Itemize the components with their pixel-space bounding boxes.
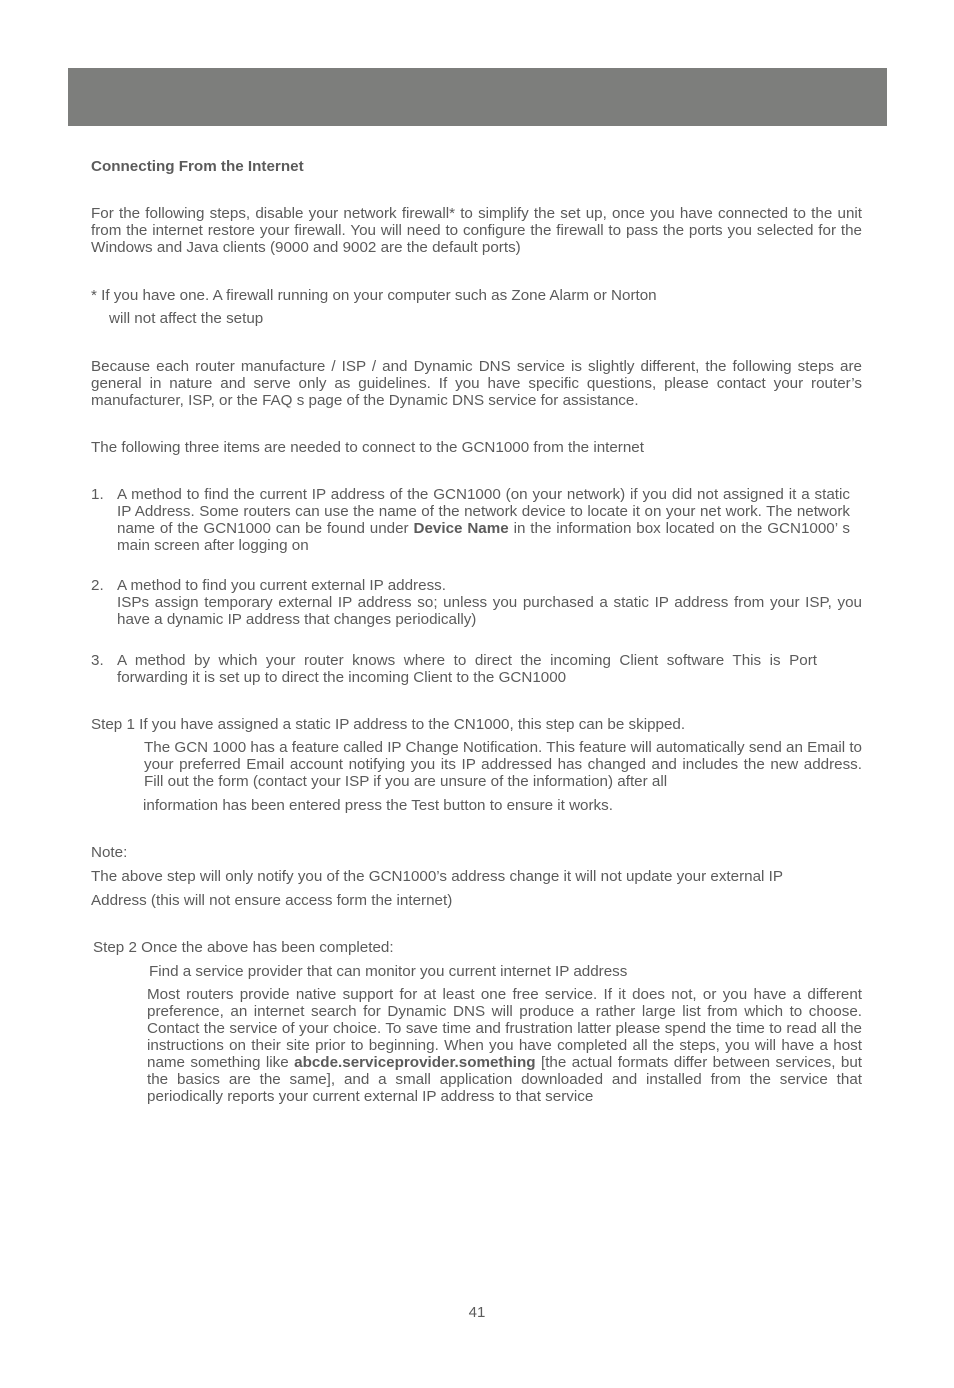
list-item-line-1: A method to find you current external IP address. — [117, 577, 446, 594]
list-item-text: A method to find the current IP address of the GCN1000 (on your network) if you did not assigned it a static IP Address. Some routers can use the name of the network device to locate it on your net work. The network name of the GCN1000 can be found under — [117, 486, 850, 537]
hostname-example: abcde.serviceprovider.something — [294, 1054, 536, 1071]
step2-line-1: Find a service provider that can monitor you current internet IP address — [149, 963, 628, 980]
device-name-emphasis: Device Name — [413, 520, 509, 537]
list-item — [117, 486, 850, 554]
page-number: 41 — [468, 1304, 486, 1321]
note-label: Note: — [91, 844, 128, 861]
step1-body: The GCN 1000 has a feature called IP Change Notification. This feature will automatically send an Email to your preferred Email account notifying you its IP addressed has changed and includes the new address. Fill out the form (contact your ISP if you are unsure of the information) after all — [144, 739, 862, 790]
list-item-line-2: ISPs assign temporary external IP address so; unless you purchased a static IP address from your ISP, you have a dynamic IP address that changes periodically) — [117, 594, 862, 628]
footnote-line-1: * If you have one. A firewall running on your computer such as Zone Alarm or Norton — [91, 287, 657, 304]
section-title: Connecting From the Internet — [91, 158, 304, 175]
list-item-number: 1. — [91, 486, 104, 503]
header-bar — [68, 68, 887, 126]
list-item-number: 3. — [91, 652, 104, 669]
step2-body-text: [the actual formats differ between services, but the basics are the same], and a small application downloaded and installed from the service that periodically reports your current external IP address to that service — [147, 1054, 862, 1105]
list-item-text: in the information box located on the GCN1000’ s main screen after logging on — [117, 520, 851, 554]
list-item-number: 2. — [91, 577, 104, 594]
step2-heading: Step 2 Once the above has been completed: — [93, 939, 394, 956]
disclaimer-paragraph: Because each router manufacture / ISP / and Dynamic DNS service is slightly different, the following steps are general in nature and serve only as guidelines. If you have specific questions, please contact your router’s manufacturer, ISP, or the FAQ s page of the Dynamic DNS service for assistance. — [91, 358, 862, 409]
intro-paragraph: For the following steps, disable your network firewall* to simplify the set up, once you have connected to the unit from the internet restore your firewall. You will need to configure the firewall to pass the ports you selected for the Windows and Java clients (9000 and 9002 are the default ports) — [91, 205, 862, 256]
step2-body — [147, 986, 862, 1105]
items-intro: The following three items are needed to connect to the GCN1000 from the internet — [91, 439, 644, 456]
note-line-2: Address (this will not ensure access form the internet) — [91, 892, 453, 909]
footnote-line-2: will not affect the setup — [109, 310, 264, 327]
step1-heading: Step 1 If you have assigned a static IP address to the CN1000, this step can be skipped. — [91, 716, 686, 733]
list-item-text: A method by which your router knows where to direct the incoming Client software This is Port forwarding it is set up to direct the incoming Client to the GCN1000 — [117, 652, 817, 686]
note-line-1: The above step will only notify you of the GCN1000’s address change it will not update your external IP — [91, 868, 783, 885]
step1-body-2: information has been entered press the Test button to ensure it works. — [143, 797, 613, 814]
step2-body-text: Most routers provide native support for at least one free service. If it does not, or you have a different preference, an internet search for Dynamic DNS will produce a rather large list from which to choose. Contact the service of your choice. To save time and frustration latter please spend the time to read all the instructions on their site prior to beginning. When you have completed all the steps, you will have a host name something like — [147, 986, 862, 1071]
